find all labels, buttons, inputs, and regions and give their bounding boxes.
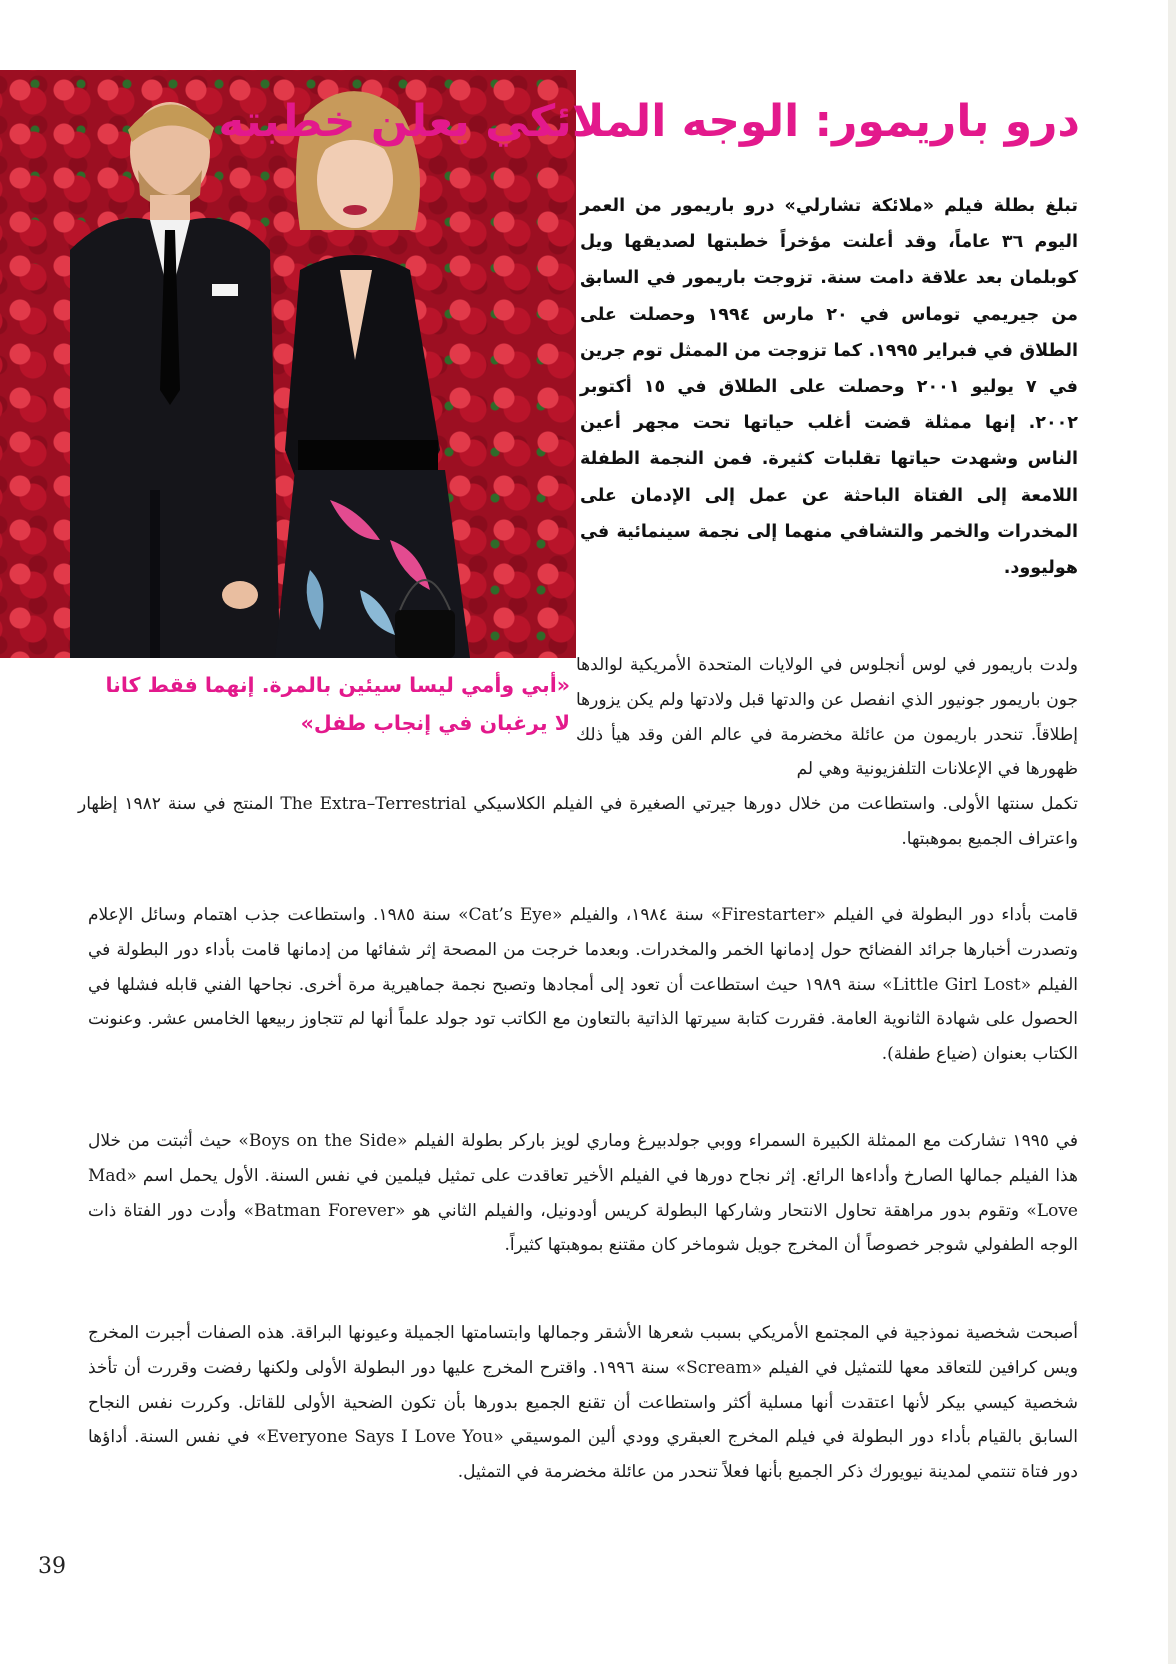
body-paragraph-1 <box>78 648 1078 857</box>
couple-photo <box>0 70 576 658</box>
body-paragraph-4: أصبحت شخصية نموذجية في المجتمع الأمريكي بسبب شعرها الأشقر وجمالها وابتسامتها الجميلة وعيونها البراقة. هذه الصفات أجبرت المخرج ويس كرافين للتعاقد معها للتمثيل في الفيلم «Scream» سنة ١٩٩٦. واقترح المخرج عليها دور البطولة الأولى ولكنها رفضت وقررت أن تأخذ شخصية كيسي بيكر لأنها اعتقدت أنها مسلية أكثر واستطاعت أن تقنع الجميع بدورها بأن تكون الضحية الأولى للقاتل. وكررت نفس النجاح السابق بالقيام بأداء دور البطولة في فيلم المخرج العبقري وودي ألين الموسيقي «Everyone Says I Love You» في نفس السنة. أداؤها دور فتاة تنتمي لمدينة نيويورك ذكر الجميع بأنها فعلاً تنحدر من عائلة مخضرمة في التمثيل. <box>88 1323 1079 1483</box>
body-paragraph-3: في ١٩٩٥ تشاركت مع الممثلة الكبيرة السمراء ووبي جولدبيرغ وماري لويز باركر بطولة الفيلم «Boys on the Side» حيث أثبتت من خلال هذا الفيلم جمالها الصارخ وأداءها الرائع. إثر نجاح دورها في الفيلم الأخير تعاقدت على تمثيل فيلمين في نفس السنة. الأول يحمل اسم «Mad Love» وتقوم بدور مراهقة تحاول الانتحار وشاركها البطولة كريس أودونيل، والفيلم الثاني هو «Batman Forever» وأدت دور الفتاة ذات الوجه الطفولي شوجر خصوصاً أن المخرج جويل شوماخر كان مقتنع بموهبتها كثيراً. <box>88 1131 1079 1256</box>
page-number: 39 <box>38 1554 66 1579</box>
body-paragraph-1-narrow: ولدت باريمور في لوس أنجلوس في الولايات المتحدة الأمريكية لوالدها جون باريمور جونيور الذي انفصل عن والدتها قبل ولادتها ولم يكن يزورها إطلاقاً. تنحدر باريمون من عائلة مخضرمة في عالم الفن وقد هيأ ذلك ظهورها في الإعلانات التلفزيونية وهي لم <box>576 655 1078 780</box>
pull-quote: «أبي وأمي ليسا سيئين بالمرة. إنهما فقط كانا لا يرغبان في إنجاب طفل» <box>105 673 570 735</box>
article-intro: تبلغ بطلة فيلم «ملائكة تشارلي» درو باريمور من العمر اليوم ٣٦ عاماً، وقد أعلنت مؤخراً خطبتها لصديقها ويل كوبلمان بعد علاقة دامت سنة. تزوجت باريمور في السابق من جيريمي توماس في ٢٠ مارس ١٩٩٤ وحصلت على الطلاق في فبراير ١٩٩٥. كما تزوجت من الممثل توم جرين في ٧ يوليو ٢٠٠١ وحصلت على الطلاق في ١٥ أكتوبر ٢٠٠٢. إنها ممثلة قضت أغلب حياتها تحت مجهر أعين الناس وشهدت حياتها تقلبات كثيرة. فمن النجمة الطفلة اللامعة إلى الفتاة الباحثة عن عمل إلى الإدمان على المخدرات والخمر والتشافي منهما إلى نجمة سينمائية في هوليوود. <box>580 196 1078 579</box>
couple-illustration <box>0 70 576 658</box>
woman-figure <box>275 91 470 658</box>
article-headline: درو باريمور: الوجه الملائكي يعلن خطبته <box>218 96 1080 147</box>
body-paragraph-2: قامت بأداء دور البطولة في الفيلم «Firestarter» سنة ١٩٨٤، والفيلم «Cat’s Eye» سنة ١٩٨٥. واستطاعت جذب اهتمام وسائل الإعلام وتصدرت أخبارها جرائد الفضائح حول إدمانها الخمر والمخدرات. وبعدما خرجت من المصحة إثر شفائها من إدمانها قامت بأداء دور البطولة في الفيلم «Little Girl Lost» سنة ١٩٨٩ حيث استطاعت أن تعود إلى أمجادها وتصبح نجمة جماهيرية مرة أخرى. نجاحها الفني قابله فشلها في الحصول على شهادة الثانوية العامة. فقررت كتابة سيرتها الذاتية بالتعاون مع الكاتب تود جولد علماً أنها لم تتجاوز ربيعها الخامس عشر. وعنونت الكتاب بعنوان (ضياع طفلة). <box>88 905 1078 1065</box>
page-edge-shadow <box>1168 0 1176 1664</box>
man-figure <box>70 102 280 658</box>
body-paragraph-1-wide: تكمل سنتها الأولى. واستطاعت من خلال دورها جيرتي الصغيرة في الفيلم الكلاسيكي The Extra–Terrestrial المنتج في سنة ١٩٨٢ إظهار واعتراف الجميع بموهبتها. <box>78 794 1078 849</box>
